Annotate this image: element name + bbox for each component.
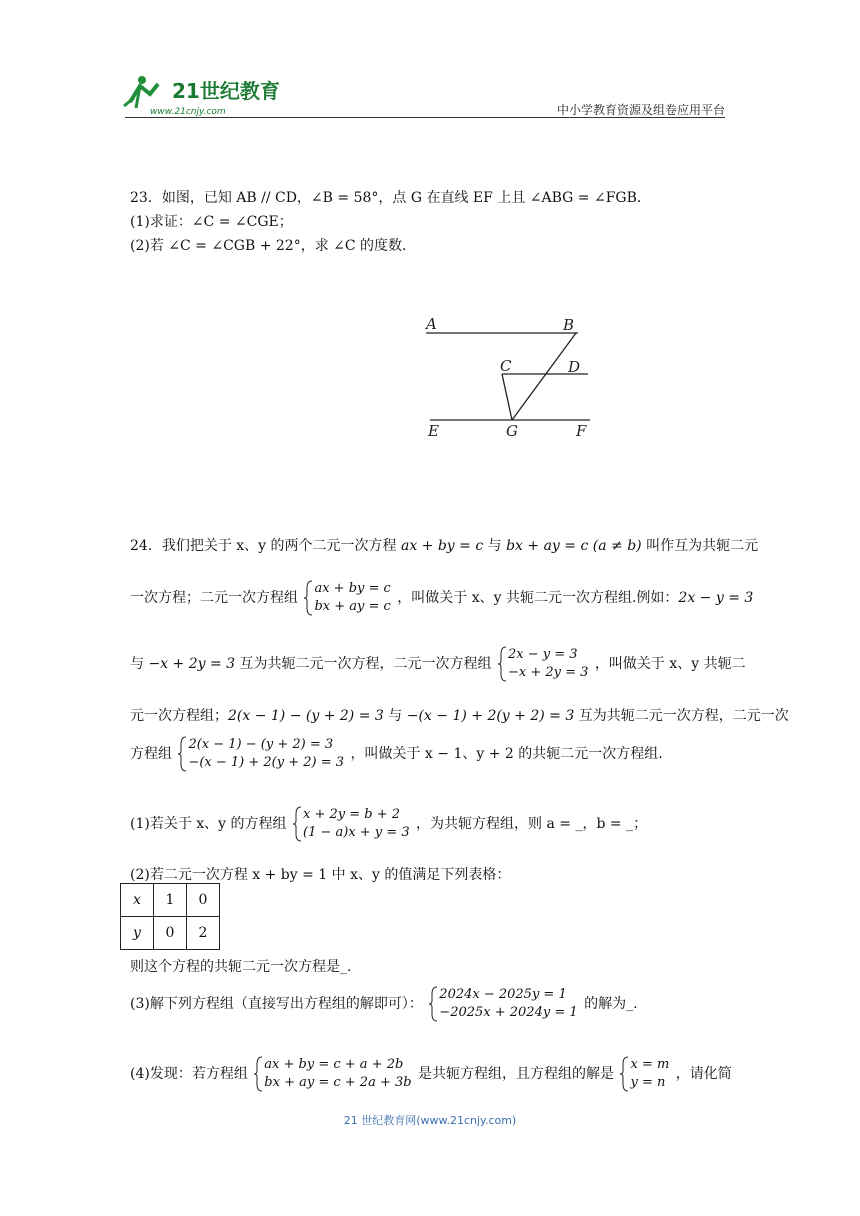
runner-icon [124,76,158,108]
table-cell: 0 [154,917,187,950]
equation-system: 2x − y = 3 −x + 2y = 3 [498,646,588,682]
label-a: A [426,315,437,333]
platform-name: 中小学教育资源及组卷应用平台 [556,103,725,117]
values-table [120,883,220,950]
label-d: D [568,358,581,376]
q24-line5: 方程组 2(x − 1) − (y + 2) = 3 −(x − 1) + 2(y + 2) = 3 ，叫做关于 x − 1、y + 2 的共轭二元一次方程组. [130,737,663,770]
q24-line1: 24．我们把关于 x、y 的两个二元一次方程 ax + by = c 与 bx + ay = c (a ≠ b) 叫作互为共轭二元 [130,538,759,554]
q24-part1: (1)若关于 x、y 的方程组 x + 2y = b + 2 (1 − a)x + y = 3 ，为共轭方程组，则 a = _，b = _； [130,807,648,840]
table-cell: x [121,884,154,917]
site-logo [120,72,300,118]
table-cell: y [121,917,154,950]
equation-system: ax + by = c bx + ay = c [304,580,390,616]
label-f: F [576,422,587,440]
table-cell: 0 [187,884,220,917]
q24-line3: 与 −x + 2y = 3 互为共轭二元一次方程，二元一次方程组 2x − y = 3 −x + 2y = 3 ，叫做关于 x、y 共轭二 [130,647,746,680]
q24-line2: 一次方程；二元一次方程组 ax + by = c bx + ay = c ，叫做关于 x、y 共轭二元一次方程组.例如：2x − y = 3 [130,581,754,614]
table-row [121,884,220,917]
q23-stem: 23．如图，已知 AB // CD，∠B = 58°，点 G 在直线 EF 上且 ∠ABG = ∠FGB． [130,190,651,206]
table-cell: 1 [154,884,187,917]
label-e: E [428,422,439,440]
q24-part4: (4)发现：若方程组 ax + by = c + a + 2b bx + ay = c + 2a + 3b 是共轭方程组，且方程组的解是 x = m y = n ，请化简 [130,1057,732,1090]
label-b: B [563,316,575,334]
equation-system: ax + by = c + a + 2b bx + ay = c + 2a + 3b [254,1056,411,1092]
solution-system: x = m y = n [620,1056,669,1092]
header-divider [125,117,725,118]
table-cell: 2 [187,917,220,950]
segment-bg [512,333,576,420]
segment-cg [502,374,512,420]
table-row [121,917,220,950]
q24-line4: 元一次方程组；2(x − 1) − (y + 2) = 3 与 −(x − 1) + 2(y + 2) = 3 互为共轭二元一次方程，二元一次 [130,708,789,724]
logo-text: 21世纪教育 [172,79,280,103]
logo-url: www.21cnjy.com [150,107,226,117]
q24-part2: (2)若二元一次方程 x + by = 1 中 x、y 的值满足下列表格： [130,867,511,883]
q23-part2: (2)若 ∠C = ∠CGB + 22°，求 ∠C 的度数． [130,238,417,254]
label-c: C [500,357,512,375]
geometry-figure [420,312,600,442]
equation-system: 2(x − 1) − (y + 2) = 3 −(x − 1) + 2(y + 2) = 3 [178,736,344,772]
q24-part3: (3)解下列方程组（直接写出方程组的解即可）： 2024x − 2025y = 1 −2025x + 2024y = 1 的解为_. [130,987,638,1020]
footer-link[interactable]: 21 世纪教育网(www.21cnjy.com) [343,1114,517,1127]
label-g: G [506,422,518,440]
q24-part2-question: 则这个方程的共轭二元一次方程是_. [130,959,352,975]
equation-system: x + 2y = b + 2 (1 − a)x + y = 3 [293,806,410,842]
q23-part1: (1)求证：∠C = ∠CGE； [130,214,293,230]
equation-system: 2024x − 2025y = 1 −2025x + 2024y = 1 [429,986,577,1022]
